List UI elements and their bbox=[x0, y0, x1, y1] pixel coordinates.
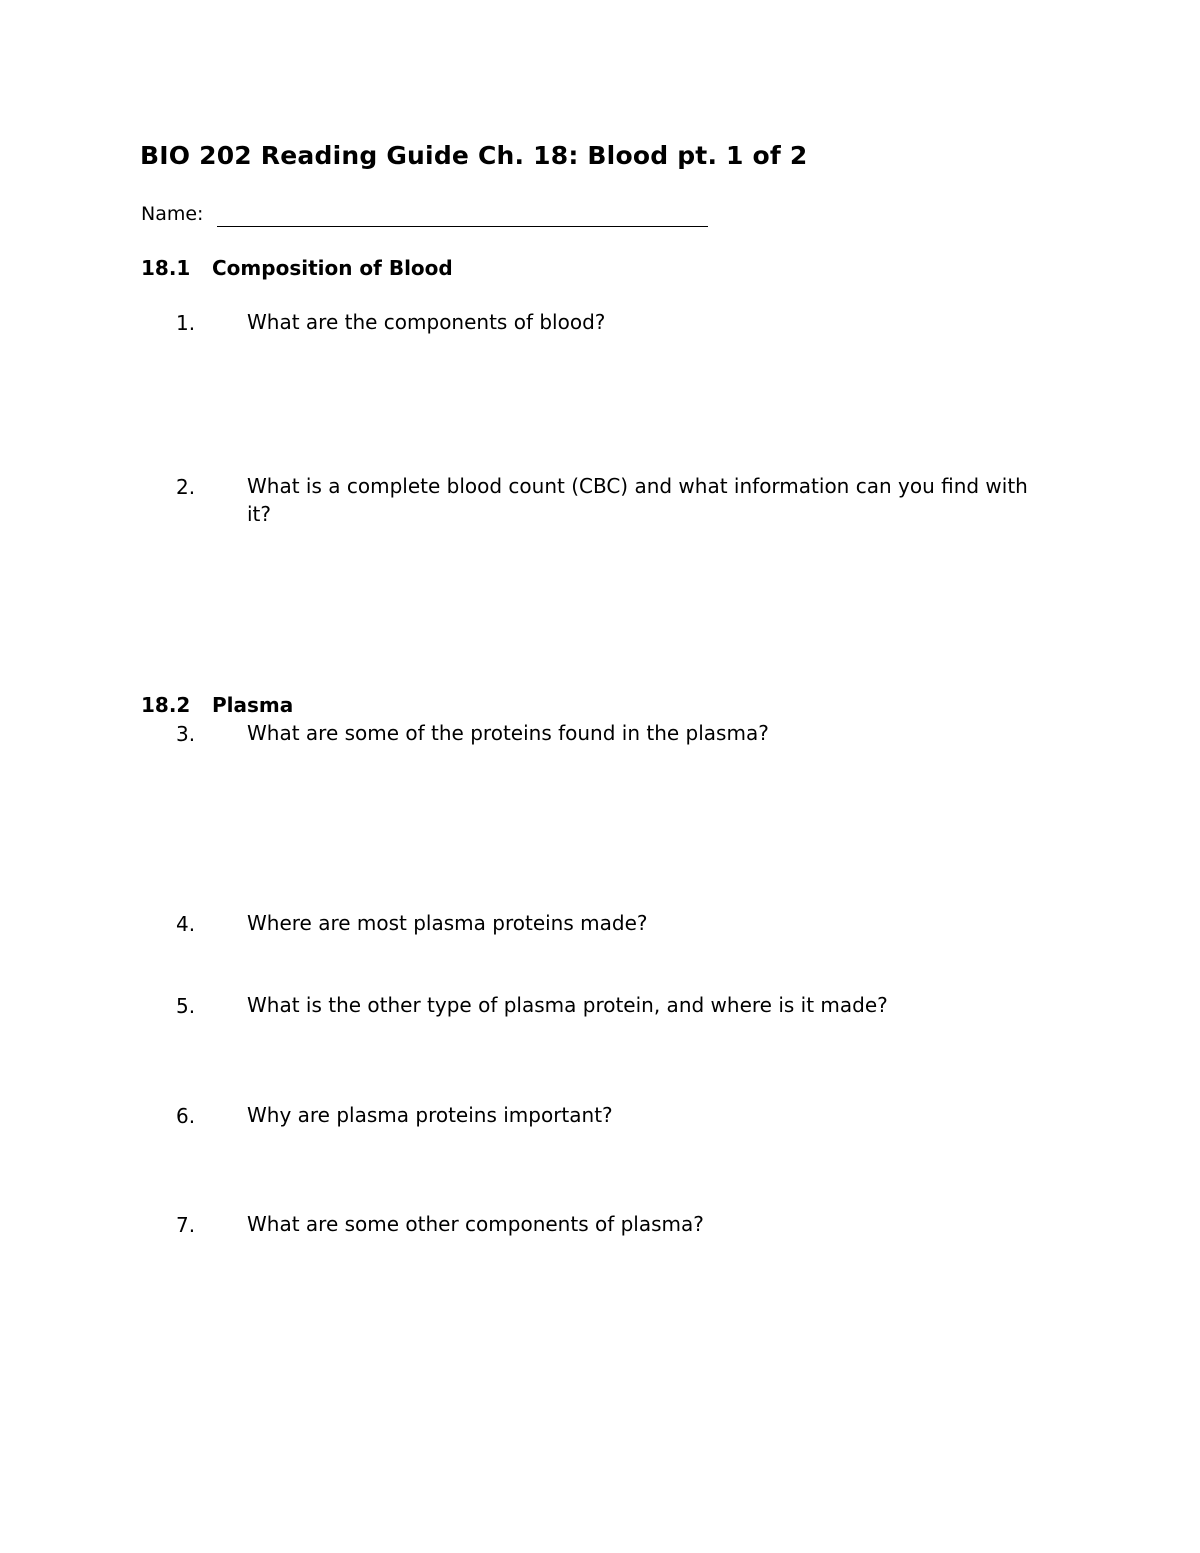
question-number-7: 7. bbox=[176, 1213, 196, 1237]
question-text-7: What are some other components of plasma? bbox=[247, 1212, 704, 1236]
question-text-1: What are the components of blood? bbox=[247, 310, 606, 334]
document-title: BIO 202 Reading Guide Ch. 18: Blood pt. 1 of 2 bbox=[140, 141, 808, 170]
question-number-5: 5. bbox=[176, 994, 196, 1018]
section-number-18-2: 18.2 bbox=[141, 693, 191, 717]
question-text-6: Why are plasma proteins important? bbox=[247, 1103, 613, 1127]
question-number-1: 1. bbox=[176, 311, 196, 335]
question-number-4: 4. bbox=[176, 912, 196, 936]
question-number-6: 6. bbox=[176, 1104, 196, 1128]
section-title-plasma: Plasma bbox=[212, 693, 294, 717]
name-label: Name: bbox=[141, 203, 204, 225]
name-field-line[interactable] bbox=[217, 226, 708, 227]
question-number-3: 3. bbox=[176, 722, 196, 746]
section-number-18-1: 18.1 bbox=[141, 256, 191, 280]
question-text-2: What is a complete blood count (CBC) and what information can you find with it? bbox=[247, 474, 1028, 526]
section-title-composition: Composition of Blood bbox=[212, 256, 453, 280]
question-number-2: 2. bbox=[176, 475, 196, 499]
question-text-3: What are some of the proteins found in the plasma? bbox=[247, 721, 769, 745]
question-text-5: What is the other type of plasma protein, and where is it made? bbox=[247, 993, 888, 1017]
question-text-4: Where are most plasma proteins made? bbox=[247, 911, 648, 935]
